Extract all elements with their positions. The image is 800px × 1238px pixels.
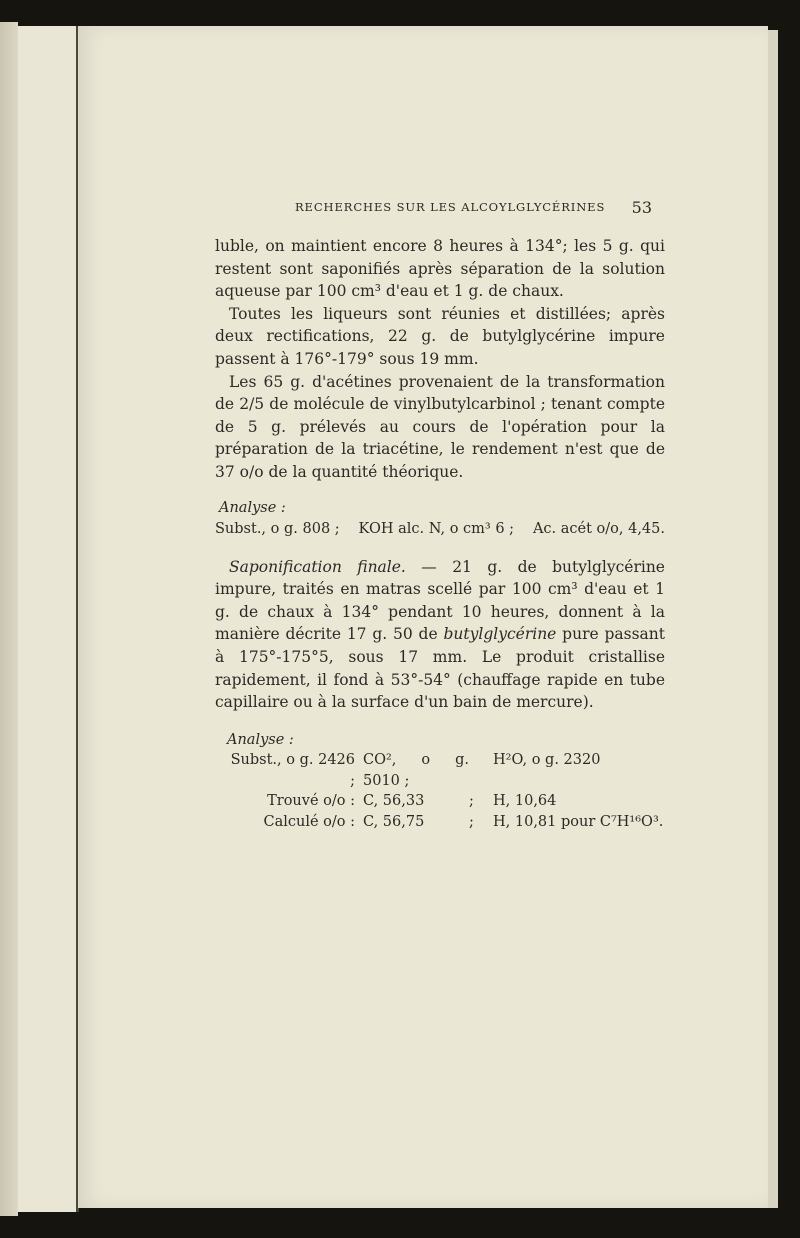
running-title: RECHERCHES SUR LES ALCOYLGLYCÉRINES [295,200,606,214]
analysis-subst: Subst., o g. 808 ; [215,520,340,537]
paragraph-2: Toutes les liqueurs sont réunies et distillées; après deux rectifications, 22 g. de butylglycérine impure passent à 176°-179° sous 19 mm. [215,304,665,368]
section-lead: Saponification finale. [229,557,406,576]
analysis-label: Analyse : [227,731,294,748]
paragraph-4-part-a: — 21 g. de butylglycérine impure, traités en matras scellé par 100 cm³ d'eau et 1 g. de chaux à 134° pendant 10 heures, donnent à la manière décrite 17 g. 50 de [215,557,665,644]
paragraph-1: luble, on maintient encore 8 heures à 134°; les 5 g. qui restent sont saponifiés après séparation de la solution aqueuse par 100 cm³ d'eau et 1 g. de chaux. [215,237,665,301]
cell-label: Trouvé o/o : [267,793,355,810]
analysis-koh: KOH alc. N, o cm³ 6 ; [358,520,515,537]
paragraph-4 [215,556,665,714]
page-number: 53 [631,198,652,217]
cell-carbon: C, 56,33 [363,793,425,810]
analysis-row [215,519,665,540]
page-fore-edge [768,30,778,1208]
cell-sep [469,750,493,791]
paragraph-4-part-b: pure passant à 175°-175°5, sous 17 mm. Le produit cristallise rapidement, il fond à 53°-54° (chauffage rapide en tube capillaire ou à la surface d'un bain de mercure). [215,625,665,712]
cell-label: Subst., o g. 2426 ; [230,752,355,789]
cell-hydrogen: H²O, o g. 2320 [493,752,601,769]
cell-carbon: C, 56,75 [363,813,425,830]
analysis-table-row [223,812,665,833]
previous-page-edge [18,26,79,1212]
compound-name: butylglycérine [443,625,557,644]
analysis-table-row [223,791,665,812]
cell-label: Calculé o/o : [263,813,355,830]
cell-hydrogen: H, 10,81 pour C⁷H¹⁶O³. [493,813,664,830]
body-text [215,235,665,832]
analysis-block-2 [215,730,665,833]
cell-sep: ; [469,813,474,830]
analysis-table-row [223,750,665,791]
cell-hydrogen: H, 10,64 [493,793,557,810]
paragraph-3: Les 65 g. d'acétines provenaient de la transformation de 2/5 de molécule de vinylbutylcarbinol ; tenant compte de 5 g. prélevés au cours de l'opération pour la préparation de la triacétine, le rendement n'est que de 37 o/o de la quantité théorique. [215,372,665,481]
analysis-acetic: Ac. acét o/o, 4,45. [532,520,665,537]
cell-sep: ; [469,793,474,810]
analysis-block-1 [215,498,665,540]
scan-background-edge [0,22,18,1216]
running-head [215,198,665,220]
cell-carbon: CO², o g. 5010 ; [363,752,469,789]
analysis-label: Analyse : [219,499,286,516]
book-page [78,26,768,1208]
